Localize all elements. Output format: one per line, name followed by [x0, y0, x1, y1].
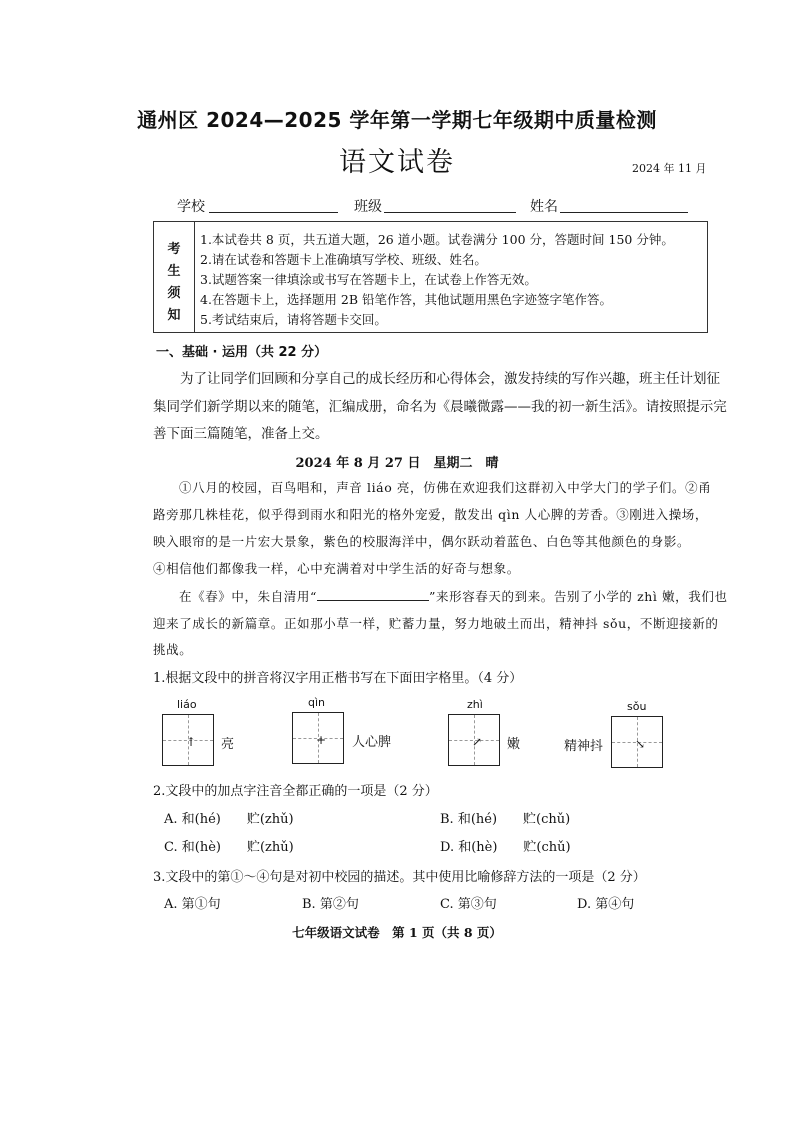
pinyin-label: liáo: [177, 698, 197, 711]
notice-line: 2.请在试卷和答题卡上准确填写学校、班级、姓名。: [200, 252, 487, 267]
diary-line: 迎来了成长的新篇章。正如那小草一样，贮蓄力量，努力地破土而出，精神抖 sǒu，不断迎接新的: [153, 616, 719, 631]
option-d[interactable]: D. 和(hè) 贮(chǔ): [440, 840, 571, 855]
school-label: 学校: [177, 199, 205, 215]
pen-mark: ↗: [472, 735, 483, 749]
question-3: 3.文段中的第①～④句是对初中校园的描述。其中使用比喻修辞方法的一项是（2 分）: [153, 870, 646, 885]
word-suffix: 嫩: [507, 737, 521, 752]
pinyin-label: zhì: [467, 698, 483, 711]
notice-head-char: 生: [167, 264, 181, 279]
option-b[interactable]: B. 和(hé) 贮(chǔ): [440, 812, 571, 827]
intro-line: 为了让同学们回顾和分享自己的成长经历和心得体会，激发持续的写作兴趣，班主任计划征: [180, 371, 720, 387]
class-field[interactable]: [384, 212, 516, 213]
option-c[interactable]: C. 和(hè) 贮(zhǔ): [164, 840, 294, 855]
pen-mark: +: [316, 733, 327, 747]
diary-line: ①八月的校园，百鸟唱和，声音 liáo 亮，仿佛在欢迎我们这群初入中学大门的学子们。②甬: [179, 480, 712, 495]
word-suffix: 人心脾: [352, 735, 392, 750]
grid-box[interactable]: [162, 714, 214, 766]
name-label: 姓名: [530, 199, 558, 215]
notice-head-char: 知: [167, 308, 181, 323]
grid-box[interactable]: [448, 714, 500, 766]
notice-head-char: 须: [167, 286, 181, 301]
pen-mark: ↘: [635, 737, 646, 751]
option-c[interactable]: C. 第③句: [440, 897, 497, 912]
option-b[interactable]: B. 第②句: [302, 897, 359, 912]
notice-line: 1.本试卷共 8 页，共五道大题，26 道小题。试卷满分 100 分，答题时间 150 分钟。: [200, 232, 674, 247]
fill-blank[interactable]: [317, 588, 429, 601]
option-a[interactable]: A. 和(hé) 贮(zhǔ): [164, 812, 294, 827]
word-suffix: 亮: [221, 737, 235, 752]
diary-text: 在《春》中，朱自清用“: [179, 589, 317, 604]
pen-mark: ↑: [186, 735, 197, 749]
notice-head-char: 考: [167, 242, 181, 257]
candidate-notice-box: [153, 221, 708, 333]
question-1: 1.根据文段中的拼音将汉字用正楷书写在下面田字格里。（4 分）: [153, 671, 523, 686]
notice-heading: [154, 222, 195, 332]
exam-date: 2024 年 11 月: [632, 162, 707, 175]
question-2: 2.文段中的加点字注音全都正确的一项是（2 分）: [153, 784, 438, 799]
notice-line: 5.考试结束后，请将答题卡交回。: [200, 312, 387, 327]
diary-heading: 2024 年 8 月 27 日 星期二 晴: [295, 456, 499, 471]
intro-line: 集同学们新学期以来的随笔，汇编成册，命名为《晨曦微露——我的初一新生活》。请按照提示完: [153, 399, 727, 415]
word-prefix: 精神抖: [564, 739, 604, 754]
diary-text: ”来形容春天的到来。告别了小学的 zhì 嫩，我们也: [429, 589, 728, 604]
notice-line: 3.试题答案一律填涂或书写在答题卡上，在试卷上作答无效。: [200, 272, 537, 287]
intro-line: 善下面三篇随笔，准备上交。: [153, 426, 329, 442]
diary-line: 路旁那几株桂花，似乎得到雨水和阳光的格外宠爱，散发出 qìn 人心脾的芳香。③刚进入操场，: [153, 507, 708, 522]
class-label: 班级: [354, 199, 382, 215]
section-title: 一、基础 · 运用（共 22 分）: [156, 345, 328, 360]
notice-line: 4.在答题卡上，选择题用 2B 铅笔作答，其他试题用黑色字迹签字笔作答。: [200, 292, 613, 307]
diary-line: 映入眼帘的是一片宏大景象，紫色的校服海洋中，偶尔跃动着蓝色、白色等其他颜色的身影。: [153, 534, 691, 549]
exam-subtitle: 语文试卷: [339, 147, 455, 178]
school-field[interactable]: [209, 212, 338, 213]
grid-box[interactable]: [292, 712, 344, 764]
name-field[interactable]: [560, 212, 688, 213]
pinyin-label: qìn: [308, 696, 326, 709]
pinyin-label: sǒu: [627, 700, 647, 713]
grid-box[interactable]: [611, 716, 663, 768]
exam-title: 通州区 2024—2025 学年第一学期七年级期中质量检测: [137, 108, 657, 132]
diary-line: [179, 587, 728, 605]
diary-line: ④相信他们都像我一样，心中充满着对中学生活的好奇与想象。: [153, 561, 520, 576]
option-a[interactable]: A. 第①句: [164, 897, 221, 912]
page-footer: 七年级语文试卷 第 1 页（共 8 页）: [292, 925, 502, 940]
option-d[interactable]: D. 第④句: [577, 897, 635, 912]
diary-line: 挑战。: [153, 642, 193, 657]
